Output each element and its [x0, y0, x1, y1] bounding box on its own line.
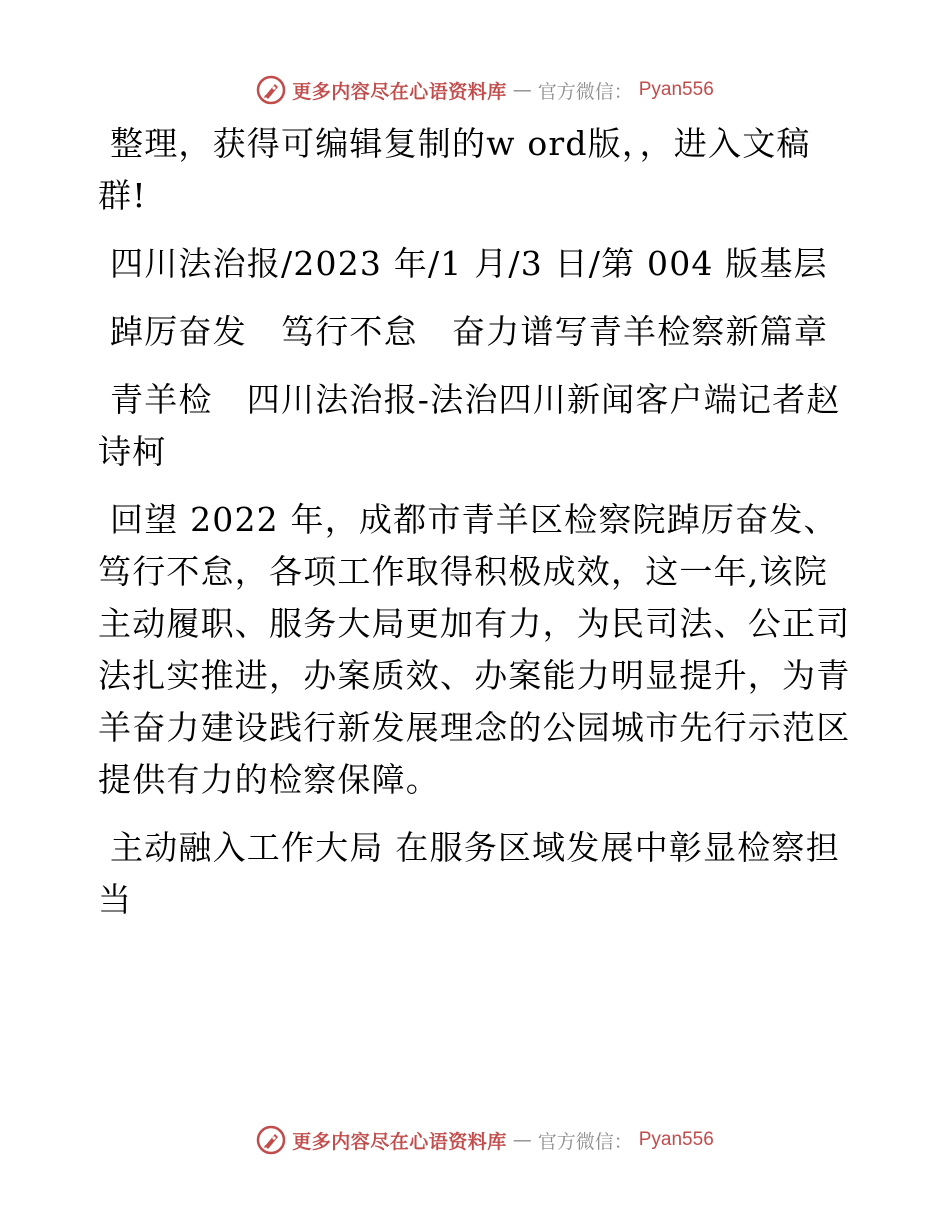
- paragraph-headline: 踔厉奋发 笃行不怠 奋力谱写青羊检察新篇章: [110, 312, 829, 351]
- footer-banner: [0, 1120, 950, 1160]
- footer-banner-inner: [256, 1125, 714, 1155]
- header-official-label: 官方微信：: [537, 80, 633, 103]
- paragraph-byline: 青羊检 四川法治报-法治四川新闻客户端记者赵诗柯: [98, 380, 841, 471]
- header-wechat-id: Pyan556: [638, 79, 714, 100]
- header-dash: —: [512, 79, 532, 101]
- header-brand-text: 更多内容尽在心语资料库: [292, 80, 507, 103]
- footer-wechat-id: Pyan556: [638, 1129, 714, 1150]
- paragraph-review: 回望 2022 年，成都市青羊区检察院踔厉奋发、笃行不怠，各项工作取得积极成效，这一年,该院主动履职、服务大局更加有力，为民司法、公正司法扎实推进，办案质效、办案能力明显提升，为青羊奋力建设践行新发展理念的公园城市先行示范区提供有力的检察保障。: [98, 500, 851, 799]
- footer-official-label: 官方微信：: [537, 1130, 633, 1153]
- paragraph-subheading: 主动融入工作大局 在服务区域发展中彰显检察担当: [98, 828, 840, 919]
- header-banner-inner: [256, 75, 714, 105]
- document-body: [98, 118, 858, 942]
- footer-dash: —: [512, 1129, 532, 1151]
- pen-nib-logo-icon: [256, 75, 286, 105]
- pen-nib-logo-icon: [256, 1125, 286, 1155]
- paragraph-intro: 整理，获得可编辑复制的w ord版，，进入文稿群!: [98, 124, 811, 215]
- footer-brand-text: 更多内容尽在心语资料库: [292, 1130, 507, 1153]
- paragraph-source: 四川法治报/2023 年/1 月/3 日/第 004 版基层: [110, 244, 828, 283]
- header-banner: [0, 70, 950, 110]
